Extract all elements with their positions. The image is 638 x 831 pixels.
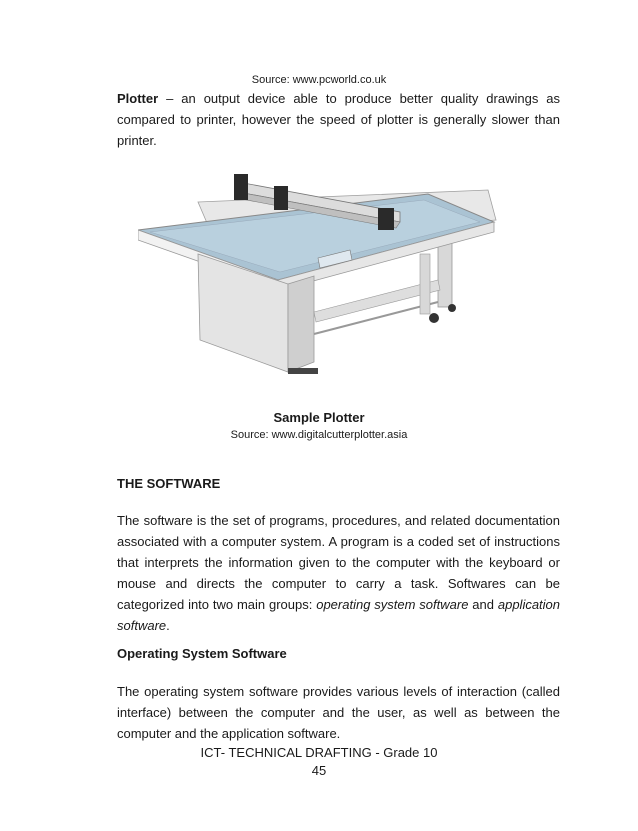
software-text-before: The software is the set of programs, procedures, and related documentation associated with a computer system. A program is a coded set of instructions that interprets the information given to the computer with the keyboard or mouse and directs the computer to carry a task. Softwares can be categorized into two main groups:: [117, 513, 560, 612]
plotter-text: – an output device able to produce better quality drawings as compared to printer, however the speed of plotter is generally slower than printer.: [117, 91, 560, 148]
software-text-after: .: [166, 618, 170, 633]
figure-source: Source: www.digitalcutterplotter.asia: [230, 429, 408, 441]
software-paragraph: [117, 510, 560, 636]
plotter-definition: [117, 88, 560, 151]
os-software-term: operating system software: [316, 597, 469, 612]
application-software-term: application software: [117, 597, 561, 633]
page-number: 45: [311, 763, 327, 778]
footer-title: ICT- TECHNICAL DRAFTING - Grade 10: [200, 745, 438, 760]
os-software-heading: Operating System Software: [117, 646, 287, 661]
plotter-image: [138, 162, 506, 398]
plotter-term: Plotter: [117, 91, 159, 106]
os-software-paragraph: The operating system software provides various levels of interaction (called interface) between the computer and the user, as well as between the computer and the application software.: [117, 684, 560, 741]
figure-caption: Sample Plotter: [273, 410, 365, 425]
software-heading: THE SOFTWARE: [117, 476, 221, 491]
image-source-top: Source: www.pcworld.co.uk: [251, 74, 387, 86]
software-text-mid: and: [468, 597, 498, 612]
